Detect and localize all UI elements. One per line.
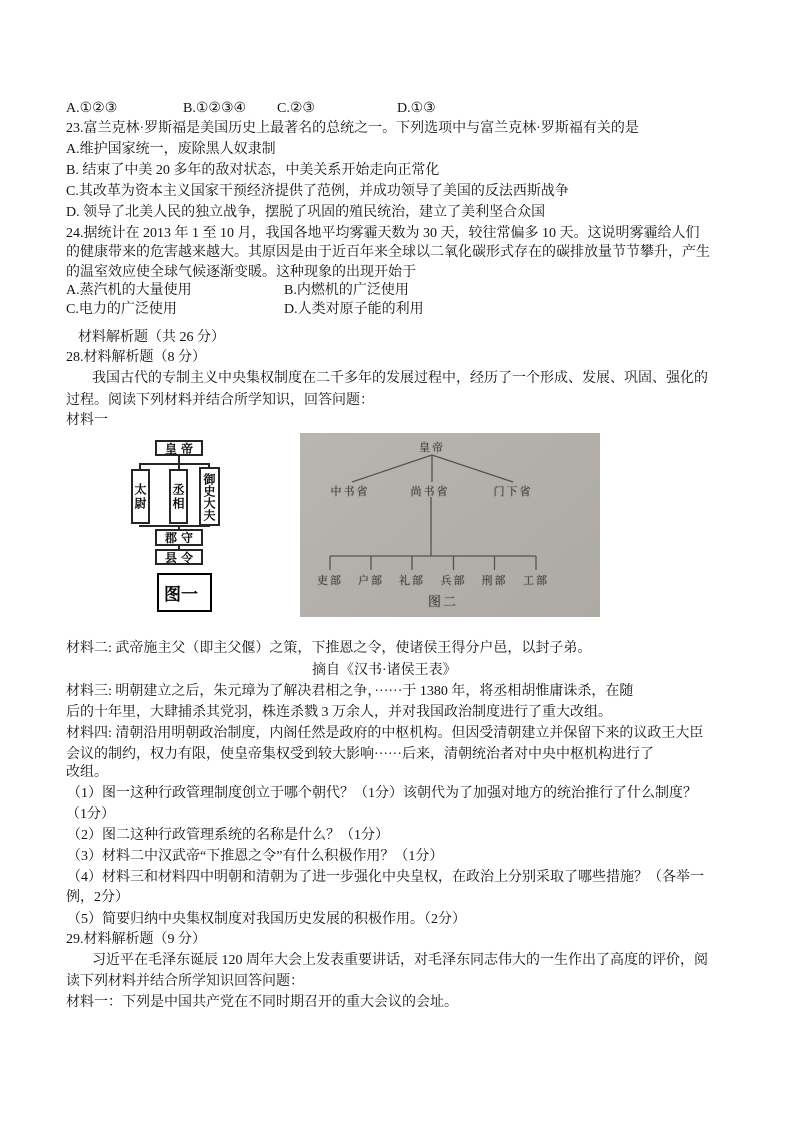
diagram1-connector <box>139 525 210 527</box>
diagram2-node-libu-rites: 礼部 <box>399 575 425 587</box>
diagram2-node-zhongshusheng: 中书省 <box>330 486 370 498</box>
q28-material2-source: 摘自《汉书·诸侯王表》 <box>312 663 457 678</box>
q28-question2: （2）图二这种行政管理系统的名称是什么？（1分） <box>67 828 389 843</box>
q24-stem-line3: 的温室效应使全球气候逐渐变暖。这种现象的出现开始于 <box>66 265 416 280</box>
diagram2-node-emperor: 皇帝 <box>419 442 445 454</box>
q23-option-c: C.其改革为资本主义国家干预经济提供了范例，并成功领导了美国的反法西斯战争 <box>66 184 569 199</box>
diagram2-connector-lines <box>300 433 600 617</box>
diagram2-node-bingbu: 兵部 <box>440 575 467 587</box>
q28-material2: 材料二: 武帝施主父（即主父偃）之策，下推恩之令，使诸侯王得分户邑，以封子弟。 <box>66 641 592 656</box>
q28-material4-line2: 会议的制约，权力有限，使皇帝集权受到较大影响······后来，清朝统治者对中央中枢机构进行了 <box>66 747 654 762</box>
q28-material3-line2: 后的十年里，大肆捕杀其党羽，株连杀戮 3 万余人，并对我国政治制度进行了重大改组。 <box>66 705 612 720</box>
diagram1-caption: 图一 <box>157 573 212 612</box>
section-header: 材料解析题（共 26 分） <box>78 330 225 345</box>
q28-question1-line1: （1）图一这种行政管理制度创立于哪个朝代？（1分）该朝代为了加强对地方的统治推行了什么制度？ <box>67 786 697 801</box>
diagram2-node-hubu: 户部 <box>358 575 384 587</box>
q28-material1-label: 材料一 <box>66 413 108 428</box>
q23-option-a: A.维护国家统一，废除黑人奴隶制 <box>66 142 276 157</box>
q28-intro-line1: 我国古代的专制主义中央集权制度在二千多年的发展过程中，经历了一个形成、发展、巩固、强化的 <box>92 371 708 386</box>
diagram2-node-shangshusheng: 尚书省 <box>410 486 450 498</box>
q24-option-d: D.人类对原子能的利用 <box>284 302 424 317</box>
diagram-tang-structure-photo <box>300 433 600 617</box>
q28-intro-line2: 过程。阅读下列材料并结合所学知识，回答问题： <box>66 393 374 408</box>
q28-question3: （3）材料二中汉武帝“下推恩之令”有什么积极作用？（1分） <box>67 849 444 864</box>
q29-intro-line1: 习近平在毛泽东诞辰 120 周年大会上发表重要讲话，对毛泽东同志伟大的一生作出了高度的评价，阅 <box>92 953 708 968</box>
diagram1-node-chengxiang: 丞相 <box>169 469 188 524</box>
diagram2-node-xingbu: 刑部 <box>481 575 508 587</box>
q22-option-a: A.①②③ <box>66 101 118 116</box>
q29-title: 29.材料解析题（9 分） <box>66 932 206 947</box>
q28-material4-line3: 改组。 <box>66 765 108 780</box>
q22-option-b: B.①②③④ <box>183 101 247 116</box>
q24-option-b: B.内燃机的广泛使用 <box>284 283 409 298</box>
diagram2-node-menxiasheng: 门下省 <box>493 486 533 498</box>
diagram1-node-xianling: 县令 <box>155 549 203 565</box>
q28-material3-line1: 材料三: 明朝建立之后，朱元璋为了解决君相之争，······于 1380 年，将丞相胡惟庸诛杀，在随 <box>66 684 634 699</box>
diagram2-node-gongbu: 工部 <box>523 575 549 587</box>
q23-option-d: D. 领导了北美人民的独立战争，摆脱了巩固的殖民统治，建立了美利坚合众国 <box>66 205 546 220</box>
diagram1-connector <box>139 463 210 465</box>
q28-material4-line1: 材料四: 清朝沿用明朝政治制度，内阁任然是政府的中枢机构。但因受清朝建立并保留下来的议政王大臣 <box>66 726 704 741</box>
diagram2-node-libu-personnel: 吏部 <box>317 575 343 587</box>
q23-option-b: B. 结束了中美 20 多年的敌对状态，中美关系开始走向正常化 <box>66 163 440 178</box>
q28-question4-line1: （4）材料三和材料四中明朝和清朝为了进一步强化中央皇权，在政治上分别采取了哪些措施？（各举一 <box>67 870 704 885</box>
q24-stem-line1: 24.据统计在 2013 年 1 至 10 月，我国各地平均雾霾天数为 30 天，较往常偏多 10 天。这说明雾霾给人们 <box>66 226 700 241</box>
q29-intro-line2: 读下列材料并结合所学知识回答问题： <box>66 974 304 989</box>
q28-question4-line2: 例，2分） <box>66 890 129 905</box>
q28-title: 28.材料解析题（8 分） <box>66 350 206 365</box>
q24-stem-line2: 的健康带来的危害越来越大。其原因是由于近百年来全球以二氧化碳形式存在的碳排放量节节攀升，产生 <box>66 245 710 260</box>
q22-option-c: C.②③ <box>277 101 315 116</box>
q29-material1: 材料一：下列是中国共产党在不同时期召开的重大会议的会址。 <box>66 995 458 1010</box>
diagram1-node-yushidafu: 御史大夫 <box>199 467 220 526</box>
q28-question1-line2: （1分） <box>66 807 115 822</box>
q23-stem: 23.富兰克林·罗斯福是美国历史上最著名的总统之一。下列选项中与富兰克林·罗斯福有关的是 <box>66 121 639 136</box>
diagram2-caption: 图二 <box>427 594 458 609</box>
diagram1-node-emperor: 皇帝 <box>155 440 203 456</box>
q22-option-d: D.①③ <box>397 101 436 116</box>
diagram1-node-taiwei: 太尉 <box>131 469 150 524</box>
q24-option-a: A.蒸汽机的大量使用 <box>66 283 192 298</box>
q24-option-c: C.电力的广泛使用 <box>66 302 177 317</box>
q28-question5: （5）简要归纳中央集权制度对我国历史发展的积极作用。（2分） <box>67 912 466 927</box>
diagram1-node-junshou: 郡守 <box>155 529 203 546</box>
